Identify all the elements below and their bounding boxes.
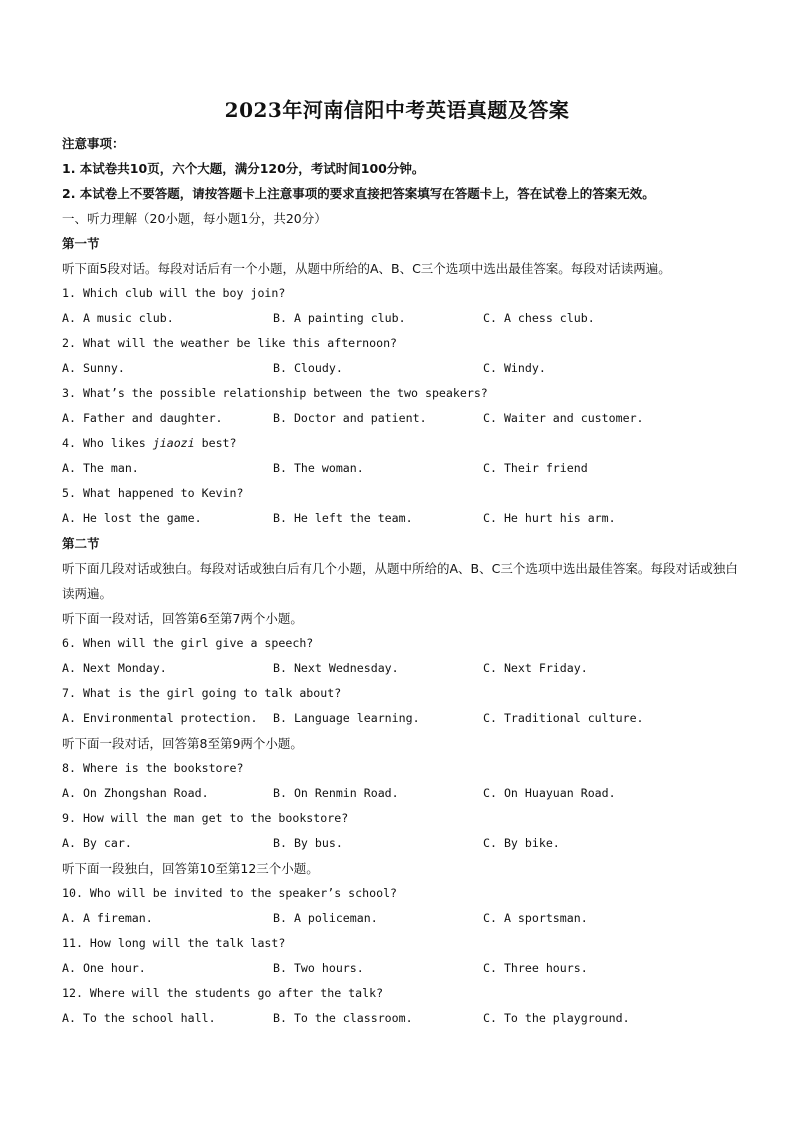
notes-item-1: 1. 本试卷共10页，六个大题，满分120分，考试时间100分钟。 (62, 161, 425, 176)
question-6: 6. When will the girl give a speech? (62, 636, 314, 650)
option-7a: A. Environmental protection. (62, 711, 258, 725)
option-10b: B. A policeman. (273, 911, 378, 925)
option-8c: C. On Huayuan Road. (483, 786, 616, 800)
option-2c: C. Windy. (483, 361, 546, 375)
options-3 (62, 406, 742, 431)
section1-instruction: 听下面5段对话。每段对话后有一个小题，从题中所给的A、B、C三个选项中选出最佳答案。每段对话读两遍。 (62, 261, 671, 276)
exam-content (62, 131, 742, 1031)
options-4 (62, 456, 742, 481)
options-8 (62, 781, 742, 806)
part1-heading: 一、听力理解（20小题，每小题1分，共20分） (62, 211, 327, 226)
option-6b: B. Next Wednesday. (273, 661, 399, 675)
notes-heading: 注意事项： (62, 136, 125, 151)
options-1 (62, 306, 742, 331)
question-2: 2. What will the weather be like this afternoon? (62, 336, 398, 350)
options-10 (62, 906, 742, 931)
option-3c: C. Waiter and customer. (483, 411, 644, 425)
question-3: 3. What’s the possible relationship between the two speakers? (62, 386, 488, 400)
question-7: 7. What is the girl going to talk about? (62, 686, 342, 700)
options-9 (62, 831, 742, 856)
option-6a: A. Next Monday. (62, 661, 167, 675)
option-12a: A. To the school hall. (62, 1011, 216, 1025)
option-4c: C. Their friend (483, 461, 588, 475)
section2-instruction: 听下面几段对话或独白。每段对话或独白后有几个小题，从题中所给的A、B、C三个选项中选出最佳答案。每段对话或独白读两遍。 (62, 561, 738, 601)
options-7 (62, 706, 742, 731)
option-7c: C. Traditional culture. (483, 711, 644, 725)
option-4a: A. The man. (62, 461, 139, 475)
option-6c: C. Next Friday. (483, 661, 588, 675)
option-5c: C. He hurt his arm. (483, 511, 616, 525)
option-1b: B. A painting club. (273, 311, 406, 325)
option-9c: C. By bike. (483, 836, 560, 850)
question-4-prefix: 4. Who likes (62, 436, 153, 450)
question-8: 8. Where is the bookstore? (62, 761, 244, 775)
question-11: 11. How long will the talk last? (62, 936, 286, 950)
option-3b: B. Doctor and patient. (273, 411, 427, 425)
notes-item-2: 2. 本试卷上不要答题，请按答题卡上注意事项的要求直接把答案填写在答题卡上，答在试卷上的答案无效。 (62, 186, 655, 201)
option-3a: A. Father and daughter. (62, 411, 223, 425)
option-5b: B. He left the team. (273, 511, 413, 525)
option-11b: B. Two hours. (273, 961, 364, 975)
option-1c: C. A chess club. (483, 311, 595, 325)
question-10: 10. Who will be invited to the speaker’s school? (62, 886, 398, 900)
options-2 (62, 356, 742, 381)
option-12b: B. To the classroom. (273, 1011, 413, 1025)
option-10c: C. A sportsman. (483, 911, 588, 925)
section2-heading: 第二节 (62, 536, 100, 551)
option-12c: C. To the playground. (483, 1011, 630, 1025)
question-5: 5. What happened to Kevin? (62, 486, 244, 500)
intro-8-9: 听下面一段对话，回答第8至第9两个小题。 (62, 736, 303, 751)
section1-heading: 第一节 (62, 236, 100, 251)
option-4b: B. The woman. (273, 461, 364, 475)
option-9a: A. By car. (62, 836, 132, 850)
page-title: 2023年河南信阳中考英语真题及答案 (224, 98, 570, 122)
option-5a: A. He lost the game. (62, 511, 202, 525)
option-7b: B. Language learning. (273, 711, 420, 725)
intro-10-12: 听下面一段独白，回答第10至第12三个小题。 (62, 861, 319, 876)
option-2a: A. Sunny. (62, 361, 125, 375)
question-1: 1. Which club will the boy join? (62, 286, 286, 300)
option-8b: B. On Renmin Road. (273, 786, 399, 800)
question-12: 12. Where will the students go after the talk? (62, 986, 384, 1000)
option-10a: A. A fireman. (62, 911, 153, 925)
question-4-word: jiaozi (152, 436, 195, 450)
option-11a: A. One hour. (62, 961, 146, 975)
option-8a: A. On Zhongshan Road. (62, 786, 209, 800)
option-11c: C. Three hours. (483, 961, 588, 975)
option-9b: B. By bus. (273, 836, 343, 850)
question-9: 9. How will the man get to the bookstore? (62, 811, 349, 825)
option-2b: B. Cloudy. (273, 361, 343, 375)
question-4-suffix: best? (194, 436, 237, 450)
intro-6-7: 听下面一段对话，回答第6至第7两个小题。 (62, 611, 303, 626)
options-11 (62, 956, 742, 981)
options-6 (62, 656, 742, 681)
options-5 (62, 506, 742, 531)
question-4 (62, 431, 742, 456)
option-1a: A. A music club. (62, 311, 174, 325)
options-12 (62, 1006, 742, 1031)
